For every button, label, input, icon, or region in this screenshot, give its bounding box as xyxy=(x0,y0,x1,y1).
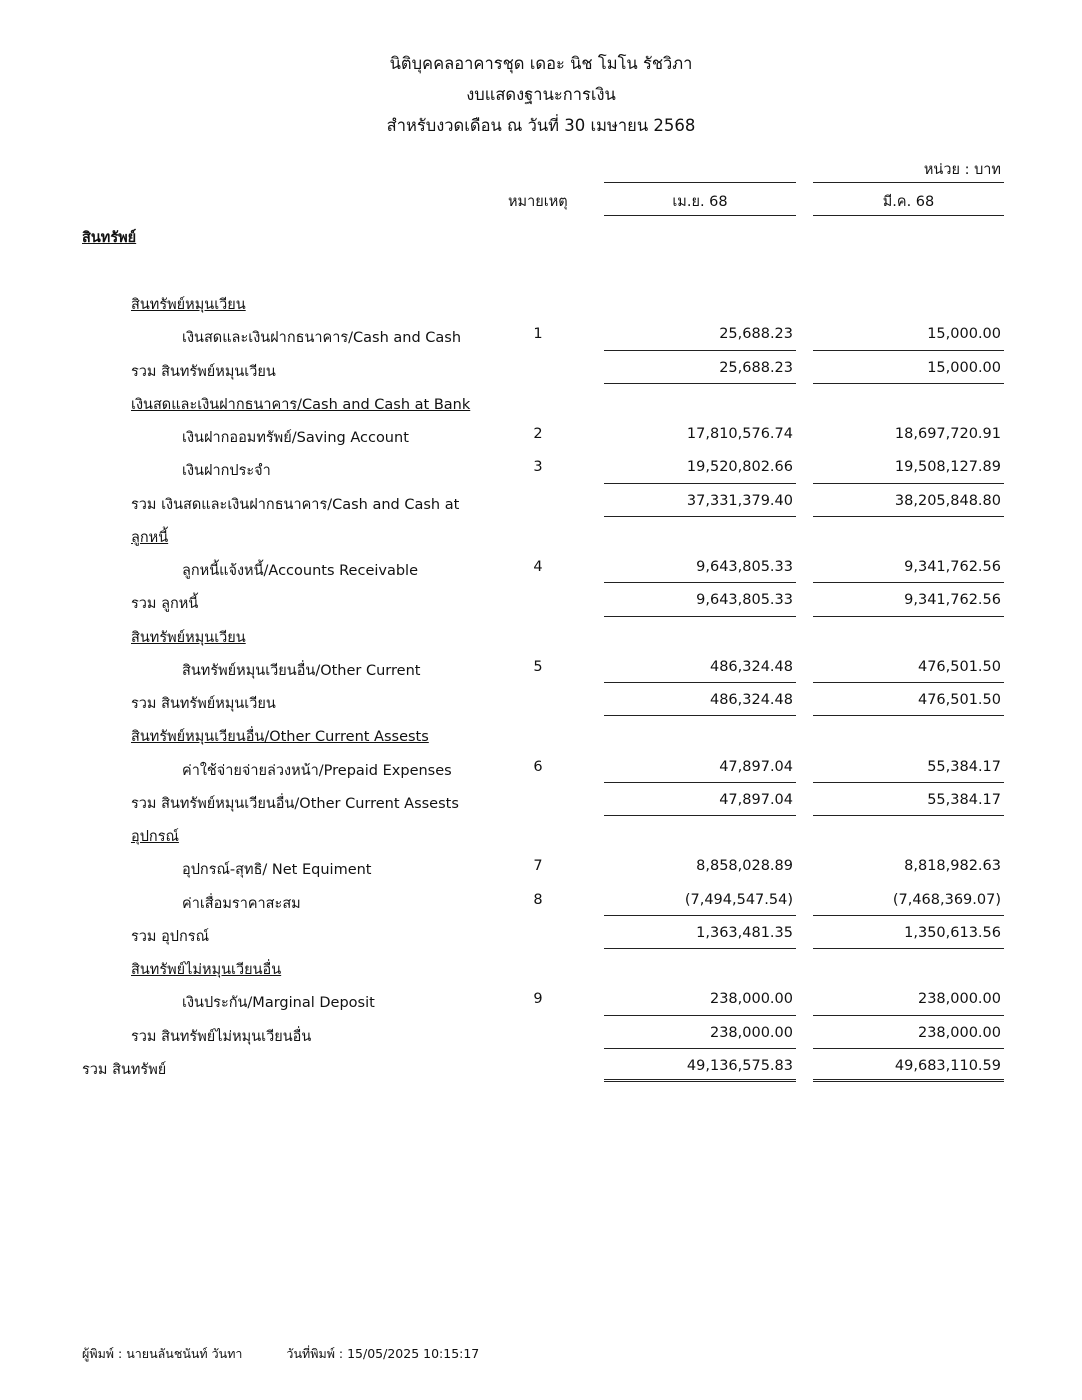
org-name: นิติบุคคลอาคารชุด เดอะ นิช โมโน รัชวิภา xyxy=(389,54,693,73)
amount-previous: 55,384.17 xyxy=(927,791,1001,808)
total-rule xyxy=(604,483,796,484)
statement-row-total xyxy=(0,784,1082,817)
heading-label: สินทรัพย์หมุนเวียนอื่น/Other Current Assests xyxy=(131,729,429,746)
amount-current: 19,520,802.66 xyxy=(686,459,793,476)
total-rule xyxy=(813,350,1004,351)
total-rule xyxy=(604,915,796,916)
statement-row-total xyxy=(0,352,1082,385)
amount-previous: 9,341,762.56 xyxy=(904,592,1001,609)
printed-at: วันที่พิมพ์ : 15/05/2025 10:15:17 xyxy=(286,1346,480,1361)
amount-current: 486,324.48 xyxy=(709,692,793,708)
statement-row-heading xyxy=(0,618,1082,651)
total-rule xyxy=(604,948,796,949)
column-top-rule-previous xyxy=(813,182,1004,183)
item-label: ค่าเสื่อมราคาสะสม xyxy=(182,895,301,912)
note-ref: 4 xyxy=(533,559,543,575)
statement-row-item xyxy=(0,418,1082,451)
statement-row-total xyxy=(0,1017,1082,1050)
column-header-current: เม.ย. 68 xyxy=(672,194,728,210)
amount-current: 238,000.00 xyxy=(709,1024,793,1041)
amount-previous: 19,508,127.89 xyxy=(894,459,1001,476)
statement-row-heading xyxy=(0,717,1082,750)
statement-title: งบแสดงฐานะการเงิน xyxy=(466,85,616,104)
amount-previous: 38,205,848.80 xyxy=(894,492,1001,509)
total-rule xyxy=(813,1015,1004,1016)
total-rule xyxy=(604,616,796,617)
total-rule xyxy=(604,782,796,783)
double-underline xyxy=(813,1079,1004,1082)
statement-row-grand xyxy=(0,1050,1082,1083)
note-ref: 5 xyxy=(533,658,543,675)
statement-row-heading xyxy=(0,385,1082,418)
total-rule xyxy=(813,383,1004,384)
item-label: เงินสดและเงินฝากธนาคาร/Cash and Cash xyxy=(182,330,462,347)
item-label: เงินฝากออมทรัพย์/Saving Account xyxy=(182,430,409,446)
total-rule xyxy=(604,1015,796,1016)
amount-current: 8,858,028.89 xyxy=(696,858,793,875)
statement-row-heading xyxy=(0,950,1082,983)
amount-current: 1,363,481.35 xyxy=(696,924,793,941)
total-rule xyxy=(604,715,796,716)
note-ref: 9 xyxy=(533,991,543,1008)
amount-current: 238,000.00 xyxy=(709,991,793,1008)
statement-row-total xyxy=(0,584,1082,617)
column-bottom-rule-previous xyxy=(813,215,1004,216)
amount-current: 9,643,805.33 xyxy=(696,592,793,609)
amount-current: 9,643,805.33 xyxy=(696,559,793,575)
amount-previous: 15,000.00 xyxy=(927,326,1001,343)
statement-row-item xyxy=(0,651,1082,684)
statement-row-heading xyxy=(0,518,1082,551)
item-label: เงินฝากประจำ xyxy=(182,463,271,480)
total-label: รวม ลูกหนี้ xyxy=(131,596,199,613)
total-rule xyxy=(604,350,796,351)
amount-current: 47,897.04 xyxy=(719,758,793,775)
total-rule xyxy=(604,682,796,683)
note-ref: 6 xyxy=(533,758,543,775)
printed-by: ผู้พิมพ์ : นายนลันชนันท์ วันทา xyxy=(82,1346,243,1361)
unit-label: หน่วย : บาท xyxy=(923,162,1001,178)
statement-row-total xyxy=(0,917,1082,950)
heading-label: อุปกรณ์ xyxy=(131,829,179,845)
statement-row-item xyxy=(0,884,1082,917)
amount-current: 486,324.48 xyxy=(709,658,793,675)
total-rule xyxy=(813,483,1004,484)
statement-row-item xyxy=(0,451,1082,484)
amount-previous: 9,341,762.56 xyxy=(904,559,1001,575)
amount-previous: 49,683,110.59 xyxy=(894,1057,1001,1074)
total-label: รวม อุปกรณ์ xyxy=(131,928,210,945)
statement-row-heading xyxy=(0,817,1082,850)
statement-row-heading xyxy=(0,285,1082,318)
amount-previous: 476,501.50 xyxy=(917,692,1001,708)
amount-previous: 238,000.00 xyxy=(917,1024,1001,1041)
heading-label: สินทรัพย์หมุนเวียน xyxy=(131,297,246,313)
column-top-rule-current xyxy=(604,182,796,183)
note-ref: 1 xyxy=(533,326,543,343)
amount-previous: (7,468,369.07) xyxy=(892,891,1001,908)
total-rule xyxy=(813,815,1004,816)
amount-previous: 18,697,720.91 xyxy=(894,426,1001,442)
column-bottom-rule-current xyxy=(604,215,796,216)
total-rule xyxy=(813,616,1004,617)
item-label: ลูกหนี้แจ้งหนี้/Accounts Receivable xyxy=(182,563,419,579)
statement-period: สำหรับงวดเดือน ณ วันที่ 30 เมษายน 2568 xyxy=(386,116,696,135)
section-title-assets: สินทรัพย์ xyxy=(82,230,137,246)
total-rule xyxy=(813,948,1004,949)
note-ref: 8 xyxy=(533,891,543,908)
note-ref: 2 xyxy=(533,426,543,442)
amount-previous: 15,000.00 xyxy=(927,359,1001,376)
total-rule xyxy=(813,715,1004,716)
statement-row-item xyxy=(0,850,1082,883)
column-header-note: หมายเหตุ xyxy=(508,194,568,210)
total-rule xyxy=(813,915,1004,916)
amount-previous: 238,000.00 xyxy=(917,991,1001,1008)
amount-current: 49,136,575.83 xyxy=(686,1057,793,1074)
amount-previous: 55,384.17 xyxy=(927,758,1001,775)
total-rule xyxy=(604,1048,796,1049)
statement-row-item xyxy=(0,318,1082,351)
heading-label: สินทรัพย์ไม่หมุนเวียนอื่น xyxy=(131,962,282,978)
total-label: รวม สินทรัพย์หมุนเวียน xyxy=(131,696,276,712)
total-label: รวม สินทรัพย์หมุนเวียนอื่น/Other Current Assests xyxy=(131,795,459,812)
note-ref: 3 xyxy=(533,459,543,476)
amount-current: 47,897.04 xyxy=(719,791,793,808)
total-rule xyxy=(604,516,796,517)
statement-row-item xyxy=(0,983,1082,1016)
total-label: รวม สินทรัพย์ไม่หมุนเวียนอื่น xyxy=(131,1028,312,1045)
total-rule xyxy=(604,582,796,583)
total-rule xyxy=(813,1048,1004,1049)
total-rule xyxy=(604,815,796,816)
heading-label: เงินสดและเงินฝากธนาคาร/Cash and Cash at Bank xyxy=(131,396,471,413)
statement-row-item xyxy=(0,751,1082,784)
column-header-previous: มี.ค. 68 xyxy=(882,194,935,210)
amount-current: 37,331,379.40 xyxy=(686,492,793,509)
item-label: ค่าใช้จ่ายจ่ายล่วงหน้า/Prepaid Expenses xyxy=(182,762,452,779)
total-label: รวม สินทรัพย์หมุนเวียน xyxy=(131,363,276,380)
amount-previous: 1,350,613.56 xyxy=(904,924,1001,941)
double-underline xyxy=(604,1079,796,1082)
amount-current: 25,688.23 xyxy=(719,326,793,343)
item-label: อุปกรณ์-สุทธิ/ Net Equiment xyxy=(182,862,372,879)
statement-row-item xyxy=(0,551,1082,584)
amount-current: 17,810,576.74 xyxy=(686,426,793,442)
total-label: รวม เงินสดและเงินฝากธนาคาร/Cash and Cash at xyxy=(131,496,460,513)
total-rule xyxy=(813,582,1004,583)
statement-row-total xyxy=(0,485,1082,518)
amount-previous: 8,818,982.63 xyxy=(904,858,1001,875)
total-rule xyxy=(813,782,1004,783)
note-ref: 7 xyxy=(533,858,543,875)
heading-label: สินทรัพย์หมุนเวียน xyxy=(131,629,246,646)
heading-label: ลูกหนี้ xyxy=(131,529,169,546)
amount-current: 25,688.23 xyxy=(719,359,793,376)
total-rule xyxy=(604,383,796,384)
total-rule xyxy=(813,516,1004,517)
item-label: สินทรัพย์หมุนเวียนอื่น/Other Current xyxy=(182,662,421,679)
amount-previous: 476,501.50 xyxy=(917,658,1001,675)
amount-current: (7,494,547.54) xyxy=(684,891,793,908)
total-rule xyxy=(813,682,1004,683)
grand-label: รวม สินทรัพย์ xyxy=(82,1061,167,1078)
print-footer xyxy=(82,1344,479,1364)
item-label: เงินประกัน/Marginal Deposit xyxy=(182,995,375,1012)
statement-row-total xyxy=(0,684,1082,717)
